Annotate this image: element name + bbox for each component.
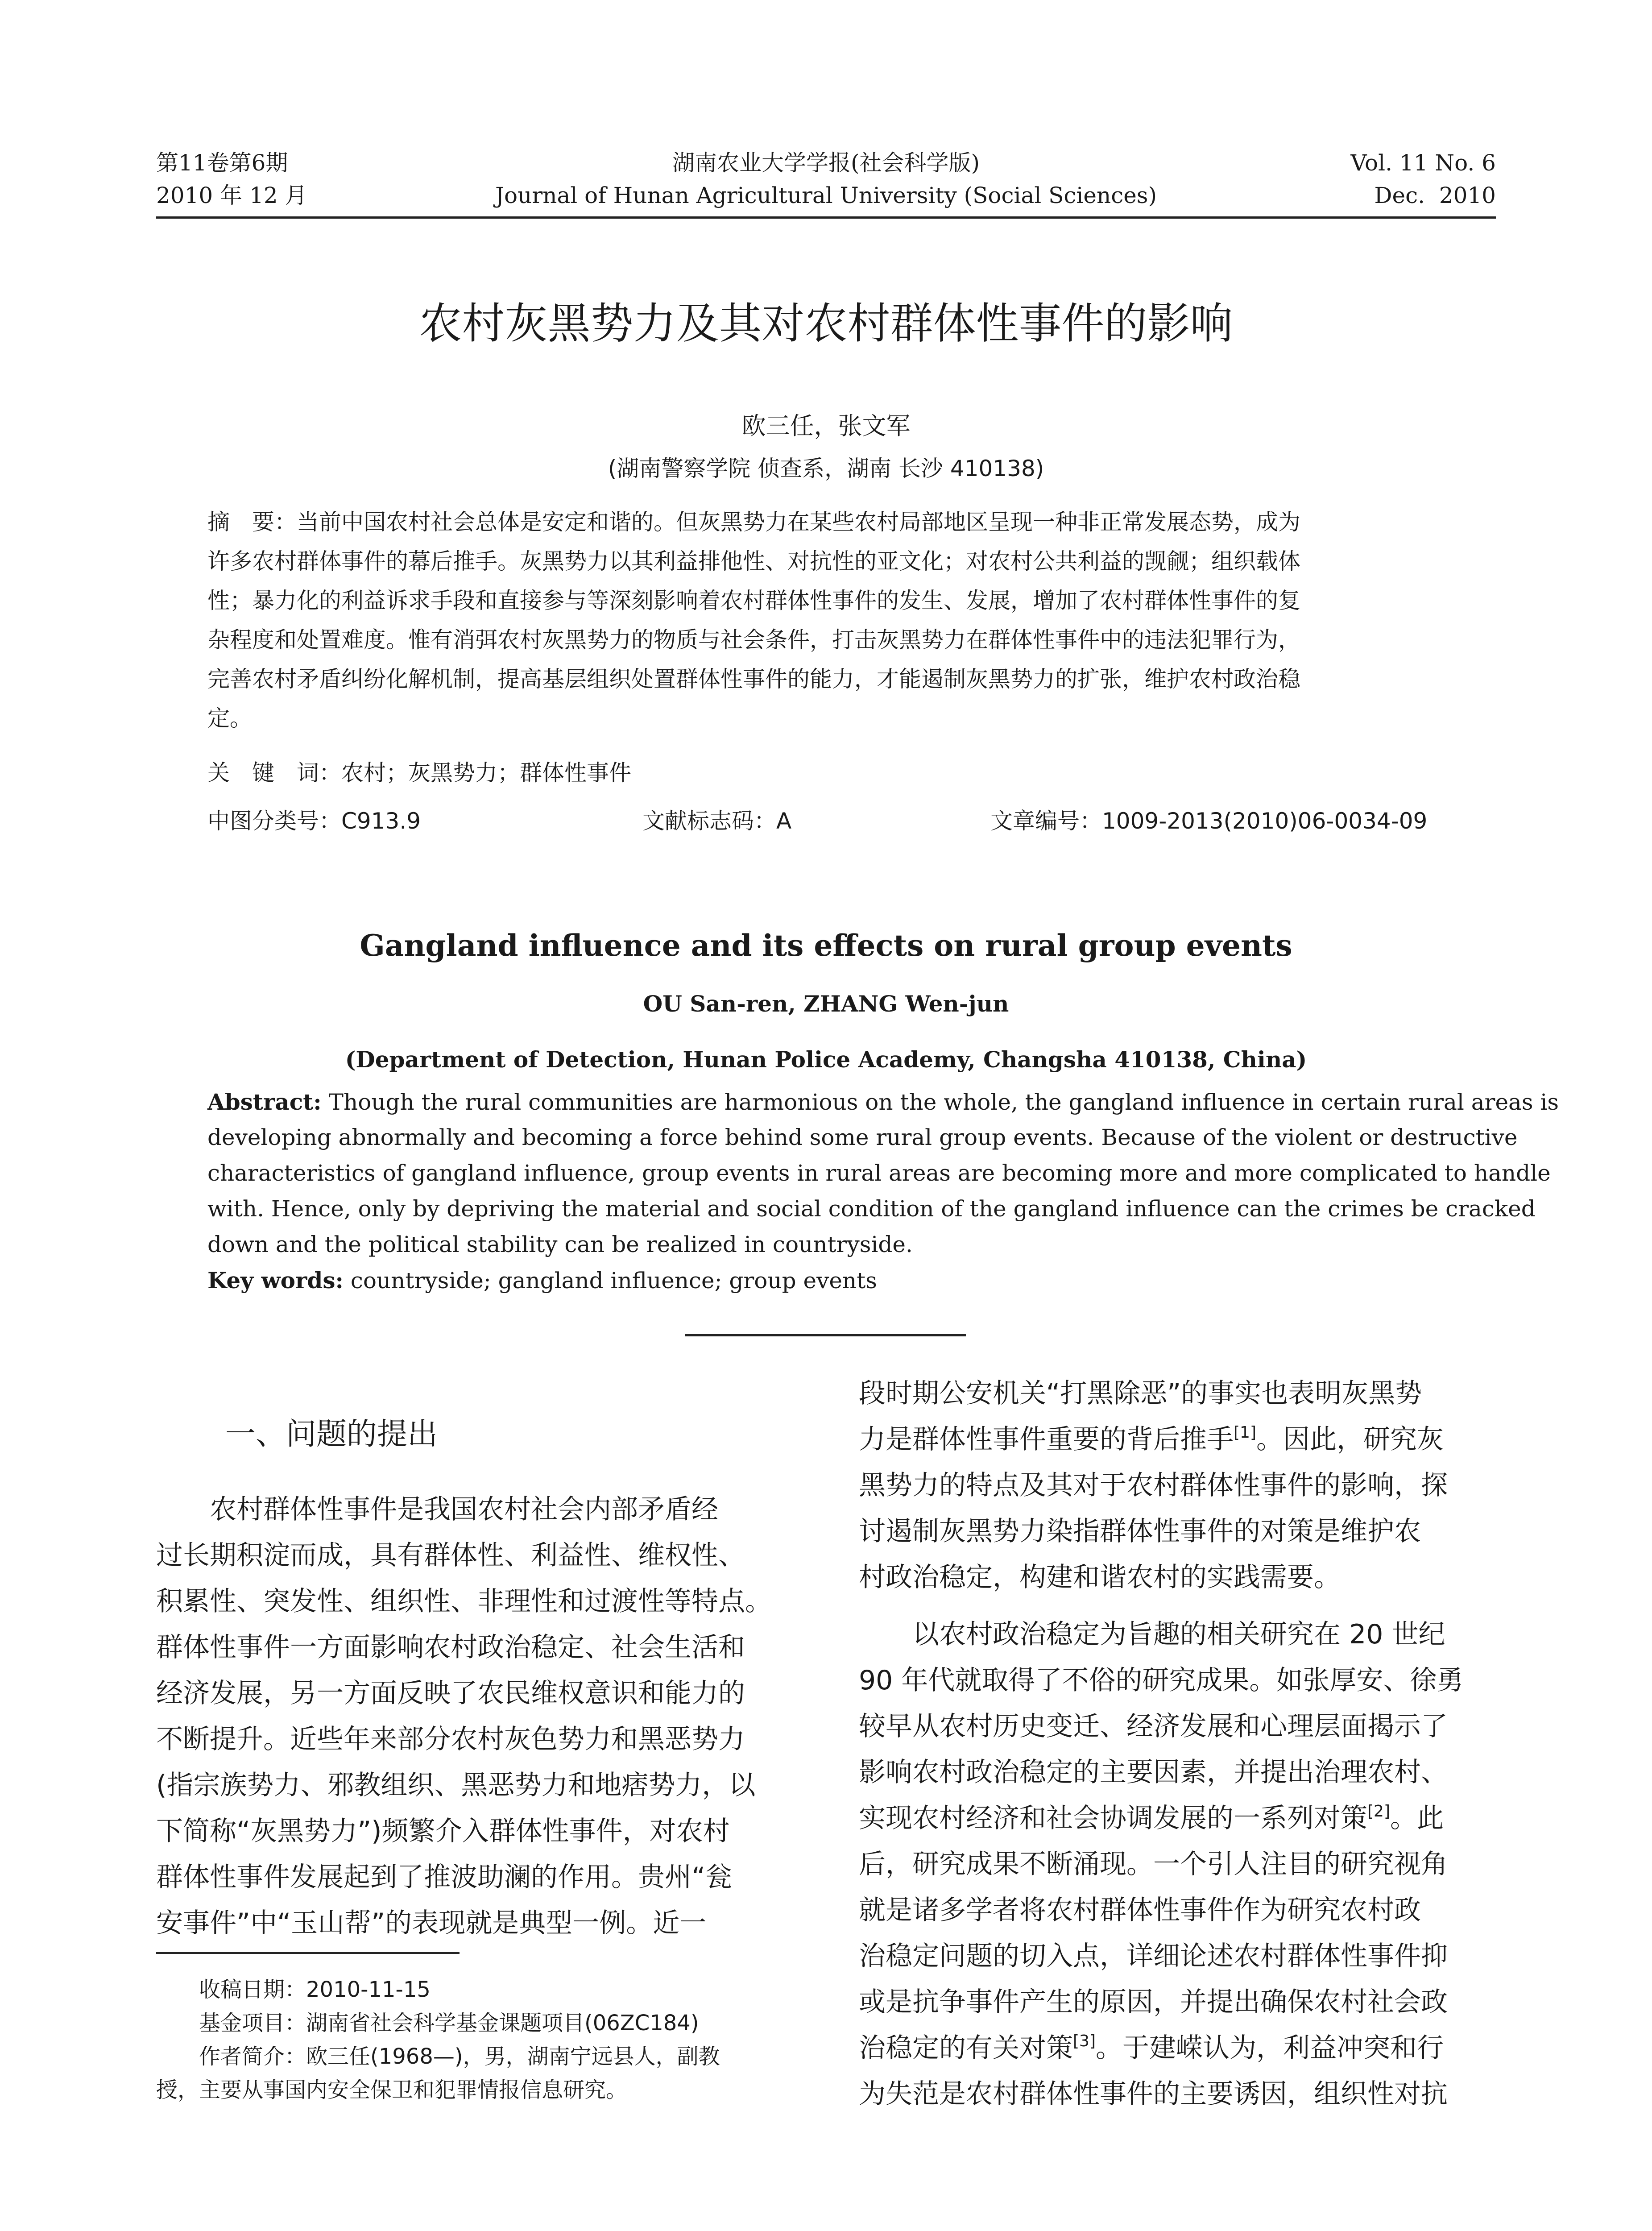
abstract-en-line: developing abnormally and becoming a force behind some rural group events. Because of the violent or destructive	[207, 1124, 1518, 1150]
citation-ref: [1]	[1234, 1423, 1256, 1442]
body-line: 村政治稳定，构建和谐农村的实践需要。	[859, 1562, 1341, 1593]
abstract-cn-line: 摘 要：当前中国农村社会总体是安定和谐的。但灰黑势力在某些农村局部地区呈现一种非正常发展态势，成为	[207, 509, 1300, 535]
body-line: 影响农村政治稳定的主要因素，并提出治理农村、	[859, 1757, 1448, 1788]
abstract-cn-line: 完善农村矛盾纠纷化解机制，提高基层组织处置群体性事件的能力，才能遏制灰黑势力的扩张，维护农村政治稳	[207, 666, 1300, 692]
footnote-rule	[156, 1952, 460, 1954]
body-column-left	[156, 1488, 812, 1948]
body-line: 段时期公安机关“打黑除恶”的事实也表明灰黑势	[859, 1378, 1422, 1409]
body-line: 过长期积淀而成，具有群体性、利益性、维权性、	[156, 1540, 745, 1571]
footnotes	[156, 1972, 812, 2106]
body-line: 力是群体性事件重要的背后推手[1]。因此，研究灰	[859, 1423, 1444, 1455]
citation-ref: [2]	[1367, 1802, 1390, 1820]
body-line: 黑势力的特点及其对于农村群体性事件的影响，探	[859, 1470, 1448, 1501]
clc-number: 中图分类号：C913.9	[207, 808, 421, 834]
body-line: 安事件”中“玉山帮”的表现就是典型一例。近一	[156, 1908, 707, 1939]
keywords-cn: 关 键 词：农村；灰黑势力；群体性事件	[207, 760, 631, 786]
abstract-cn-line: 杂程度和处置难度。惟有消弭农村灰黑势力的物质与社会条件，打击灰黑势力在群体性事件中的违法犯罪行为，	[207, 627, 1300, 653]
authors-en: OU San-ren, ZHANG Wen-jun	[643, 991, 1009, 1017]
body-column-right	[859, 1372, 1496, 2231]
body-line: 治稳定的有关对策[3]。于建嵘认为，利益冲突和行	[859, 2032, 1444, 2064]
header-journal-en: Journal of Hunan Agricultural University (Social Sciences)	[495, 182, 1157, 208]
abstract-en-line: down and the political stability can be realized in countryside.	[207, 1232, 913, 1257]
abstract-cn-line: 性；暴力化的利益诉求手段和直接参与等深刻影响着农村群体性事件的发生、发展，增加了农村群体性事件的复	[207, 588, 1300, 614]
article-number: 文章编号：1009-2013(2010)06-0034-09	[990, 808, 1428, 834]
body-line: 不断提升。近些年来部分农村灰色势力和黑恶势力	[156, 1724, 745, 1755]
body-line: 下简称“灰黑势力”)频繁介入群体性事件，对农村	[156, 1816, 730, 1847]
abstract-cn-line: 许多农村群体事件的幕后推手。灰黑势力以其利益排他性、对抗性的亚文化；对农村公共利益的觊觎；组织载体	[207, 548, 1300, 574]
authors-cn: 欧三任，张文军	[741, 412, 911, 440]
header-journal-cn: 湖南农业大学学报(社会科学版)	[672, 150, 980, 176]
abstract-en-line: Abstract: Though the rural communities are harmonious on the whole, the gangland influence in certain rural areas is	[207, 1089, 1559, 1115]
abstract-en	[207, 1089, 1559, 1257]
document-code: 文献标志码：A	[642, 808, 792, 834]
footnote-author: 作者简介：欧三任(1968—)，男，湖南宁远县人，副教	[156, 2044, 720, 2069]
body-line: 实现农村经济和社会协调发展的一系列对策[2]。此	[859, 1802, 1444, 1834]
affiliation-cn: (湖南警察学院 侦查系，湖南 长沙 410138)	[608, 456, 1044, 481]
body-line: 群体性事件发展起到了推波助澜的作用。贵州“瓮	[156, 1862, 733, 1893]
body-line: 经济发展，另一方面反映了农民维权意识和能力的	[156, 1678, 745, 1709]
keywords-en-label: Key words:	[207, 1267, 344, 1294]
keywords-en: Key words: countryside; gangland influence; group events	[207, 1267, 877, 1294]
header-date-en: Dec. 2010	[1374, 182, 1496, 208]
body-line: 讨遏制灰黑势力染指群体性事件的对策是维护农	[859, 1516, 1421, 1547]
body-line: 较早从农村历史变迁、经济发展和心理层面揭示了	[859, 1711, 1448, 1742]
header-rule	[156, 216, 1496, 219]
footnote-funding: 基金项目：湖南省社会科学基金课题项目(06ZC184)	[156, 2011, 699, 2036]
citation-ref: [3]	[1073, 2032, 1096, 2050]
paper-title-cn: 农村灰黑势力及其对农村群体性事件的影响	[419, 299, 1233, 348]
header-volume-cn: 第11卷第6期	[156, 150, 288, 176]
body-line: 或是抗争事件产生的原因，并提出确保农村社会政	[859, 1986, 1448, 2018]
body-line: 积累性、突发性、组织性、非理性和过渡性等特点。	[156, 1586, 772, 1617]
body-line: 后，研究成果不断涌现。一个引人注目的研究视角	[859, 1849, 1448, 1880]
abstract-en-line: with. Hence, only by depriving the material and social condition of the gangland influence can the crimes be cracked	[207, 1196, 1536, 1222]
body-line: (指宗族势力、邪教组织、黑恶势力和地痞势力，以	[156, 1770, 756, 1801]
abstract-cn-line: 定。	[207, 705, 252, 731]
abstract-cn	[207, 504, 1443, 741]
body-line: 治稳定问题的切入点，详细论述农村群体性事件抑	[859, 1941, 1448, 1972]
body-line: 90 年代就取得了不俗的研究成果。如张厚安、徐勇	[859, 1665, 1464, 1696]
body-line: 群体性事件一方面影响农村政治稳定、社会生活和	[156, 1632, 745, 1663]
paper-title-en: Gangland influence and its effects on rural group events	[360, 928, 1292, 963]
affiliation-en: (Department of Detection, Hunan Police Academy, Changsha 410138, China)	[345, 1046, 1307, 1073]
section-heading: 一、问题的提出	[225, 1417, 438, 1452]
body-line: 农村群体性事件是我国农村社会内部矛盾经	[156, 1494, 718, 1525]
header-volume-en: Vol. 11 No. 6	[1350, 150, 1496, 176]
abstract-en-label: Abstract:	[207, 1089, 322, 1115]
abstract-en-line: characteristics of gangland influence, group events in rural areas are becoming more and more complicated to handle	[207, 1160, 1551, 1186]
body-line: 以农村政治稳定为旨趣的相关研究在 20 世纪	[859, 1619, 1445, 1650]
section-separator	[685, 1334, 966, 1336]
header-date-cn: 2010 年 12 月	[156, 182, 307, 208]
footnote-author-cont: 授，主要从事国内安全保卫和犯罪情报信息研究。	[156, 2078, 628, 2102]
footnote-received: 收稿日期：2010-11-15	[156, 1977, 431, 2002]
body-line: 为失范是农村群体性事件的主要诱因，组织性对抗	[859, 2078, 1448, 2110]
body-line: 就是诸多学者将农村群体性事件作为研究农村政	[859, 1895, 1421, 1926]
